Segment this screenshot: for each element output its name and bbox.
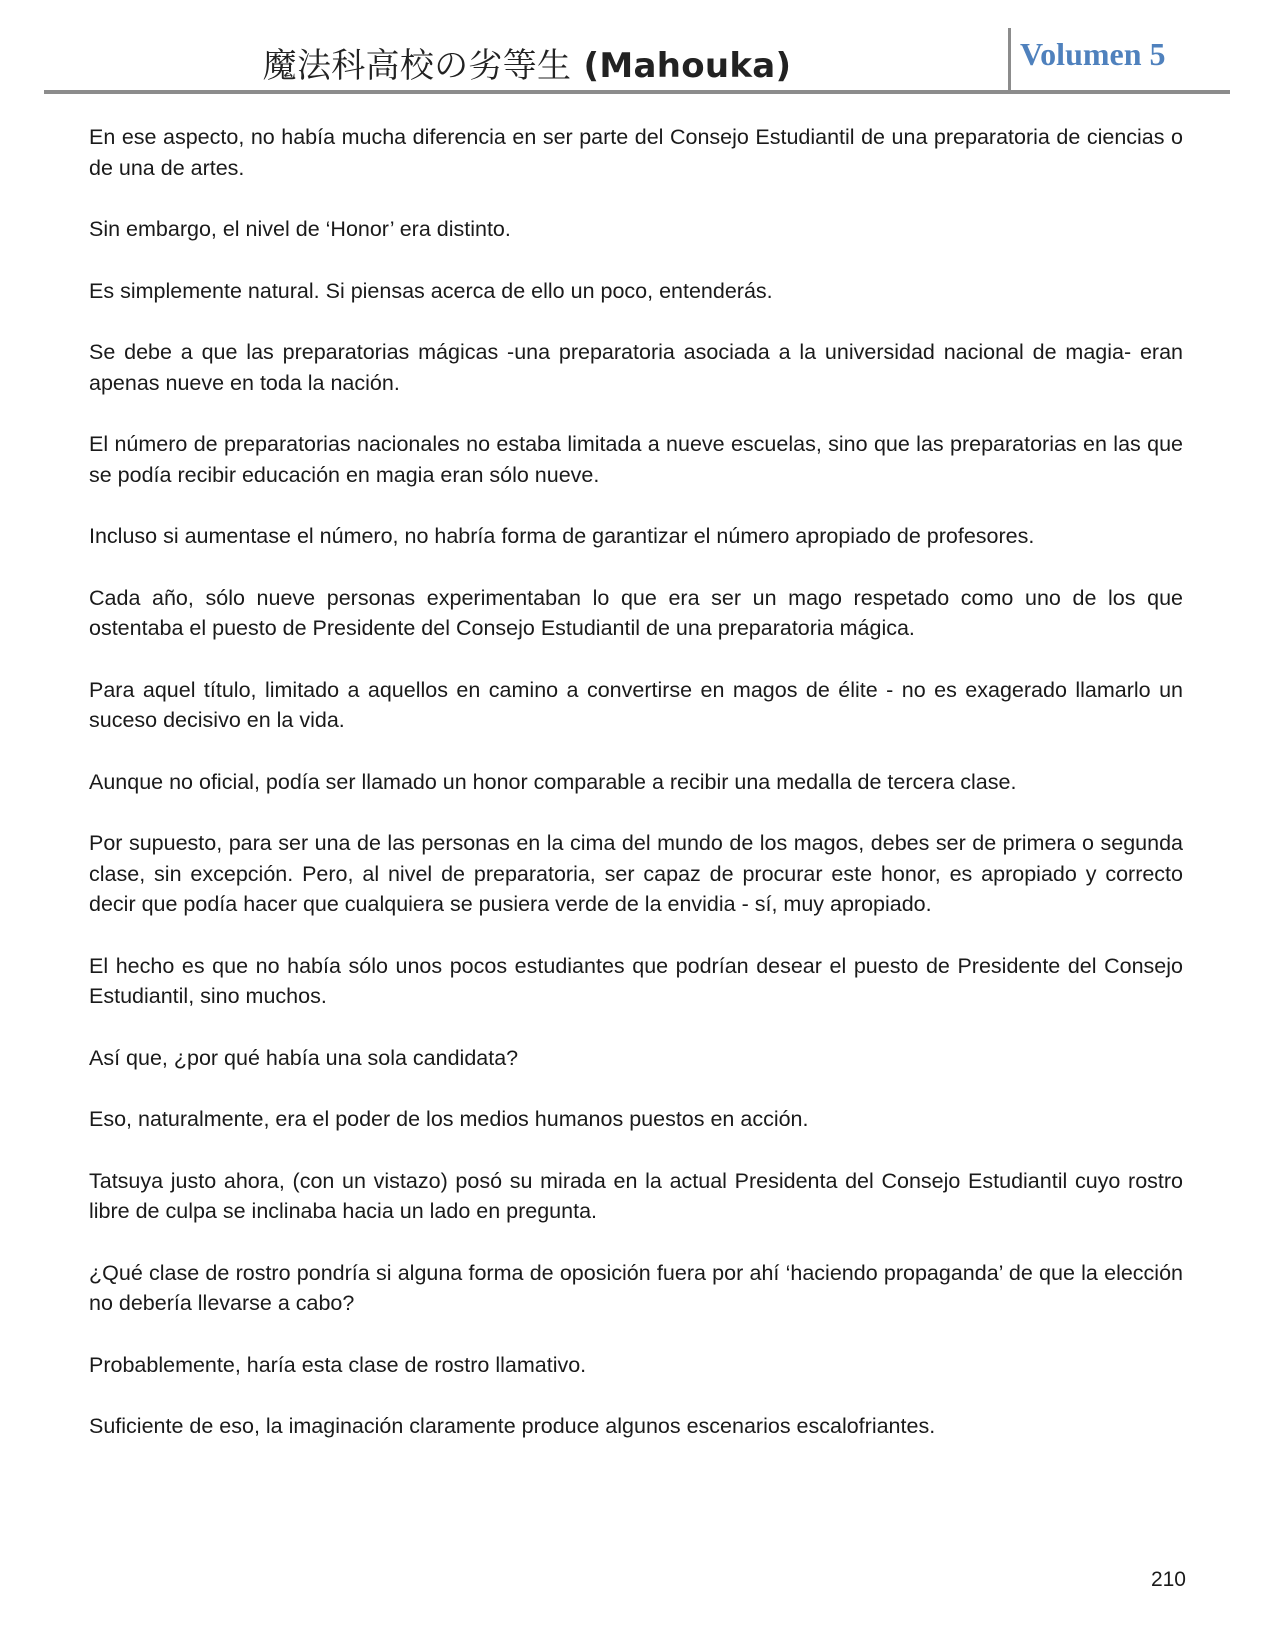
header-rule (44, 90, 1230, 94)
paragraph: Probablemente, haría esta clase de rostro llamativo. (89, 1352, 587, 1377)
paragraph: El número de preparatorias nacionales no estaba limitada a nueve escuelas, sino que las preparatorias en las que se podía recibir educación en magia eran sólo nueve. (89, 432, 1183, 487)
paragraph: Tatsuya justo ahora, (con un vistazo) posó su mirada en la actual Presidenta del Consejo Estudiantil cuyo rostro libre de culpa se inclinaba hacia un lado en pregunta. (89, 1168, 1183, 1223)
book-title (44, 38, 1010, 87)
paragraph: Para aquel título, limitado a aquellos en camino a convertirse en magos de élite - no es exagerado llamarlo un suceso decisivo en la vida. (89, 677, 1183, 732)
page-body (89, 122, 1183, 1473)
paragraph: Se debe a que las preparatorias mágicas -una preparatoria asociada a la universidad nacional de magia- eran apenas nueve en toda la nación. (89, 340, 1183, 395)
paragraph: ¿Qué clase de rostro pondría si alguna forma de oposición fuera por ahí ‘haciendo propaganda’ de que la elección no debería llevarse a cabo? (89, 1260, 1183, 1315)
page-header (44, 28, 1230, 94)
paragraph: Sin embargo, el nivel de ‘Honor’ era distinto. (89, 217, 511, 241)
paragraph: Cada año, sólo nueve personas experimentaban lo que era ser un mago respetado como uno de los que ostentaba el puesto de Presidente del Consejo Estudiantil de una preparatoria mágica. (89, 585, 1183, 640)
header-vertical-divider (1008, 28, 1011, 90)
volume-label: Volumen 5 (1020, 36, 1166, 72)
paragraph: Por supuesto, para ser una de las personas en la cima del mundo de los magos, debes ser de primera o segunda clase, sin excepción. Pero, al nivel de preparatoria, ser capaz de procurar este honor, es apropiado y correcto decir que podía hacer que cualquiera se pusiera verde de la envidia - sí, muy apropiado. (89, 831, 1183, 916)
paragraph: Suficiente de eso, la imaginación claramente produce algunos escenarios escalofriantes. (89, 1414, 936, 1438)
paragraph: En ese aspecto, no había mucha diferencia en ser parte del Consejo Estudiantil de una preparatoria de ciencias o de una de artes. (89, 125, 1183, 180)
paragraph: Es simplemente natural. Si piensas acerca de ello un poco, entenderás. (89, 278, 773, 303)
book-title-japanese: 魔法科高校の劣等生 (262, 46, 572, 86)
paragraph: Eso, naturalmente, era el poder de los medios humanos puestos en acción. (89, 1107, 809, 1131)
book-title-romaji: (Mahouka) (571, 46, 792, 86)
paragraph: El hecho es que no había sólo unos pocos estudiantes que podrían desear el puesto de Presidente del Consejo Estudiantil, sino muchos. (89, 953, 1183, 1008)
page-number: 210 (1150, 1568, 1186, 1591)
paragraph: Así que, ¿por qué había una sola candidata? (89, 1045, 519, 1070)
paragraph: Aunque no oficial, podía ser llamado un honor comparable a recibir una medalla de tercera clase. (89, 769, 1017, 794)
paragraph: Incluso si aumentase el número, no habría forma de garantizar el número apropiado de profesores. (89, 524, 1035, 548)
